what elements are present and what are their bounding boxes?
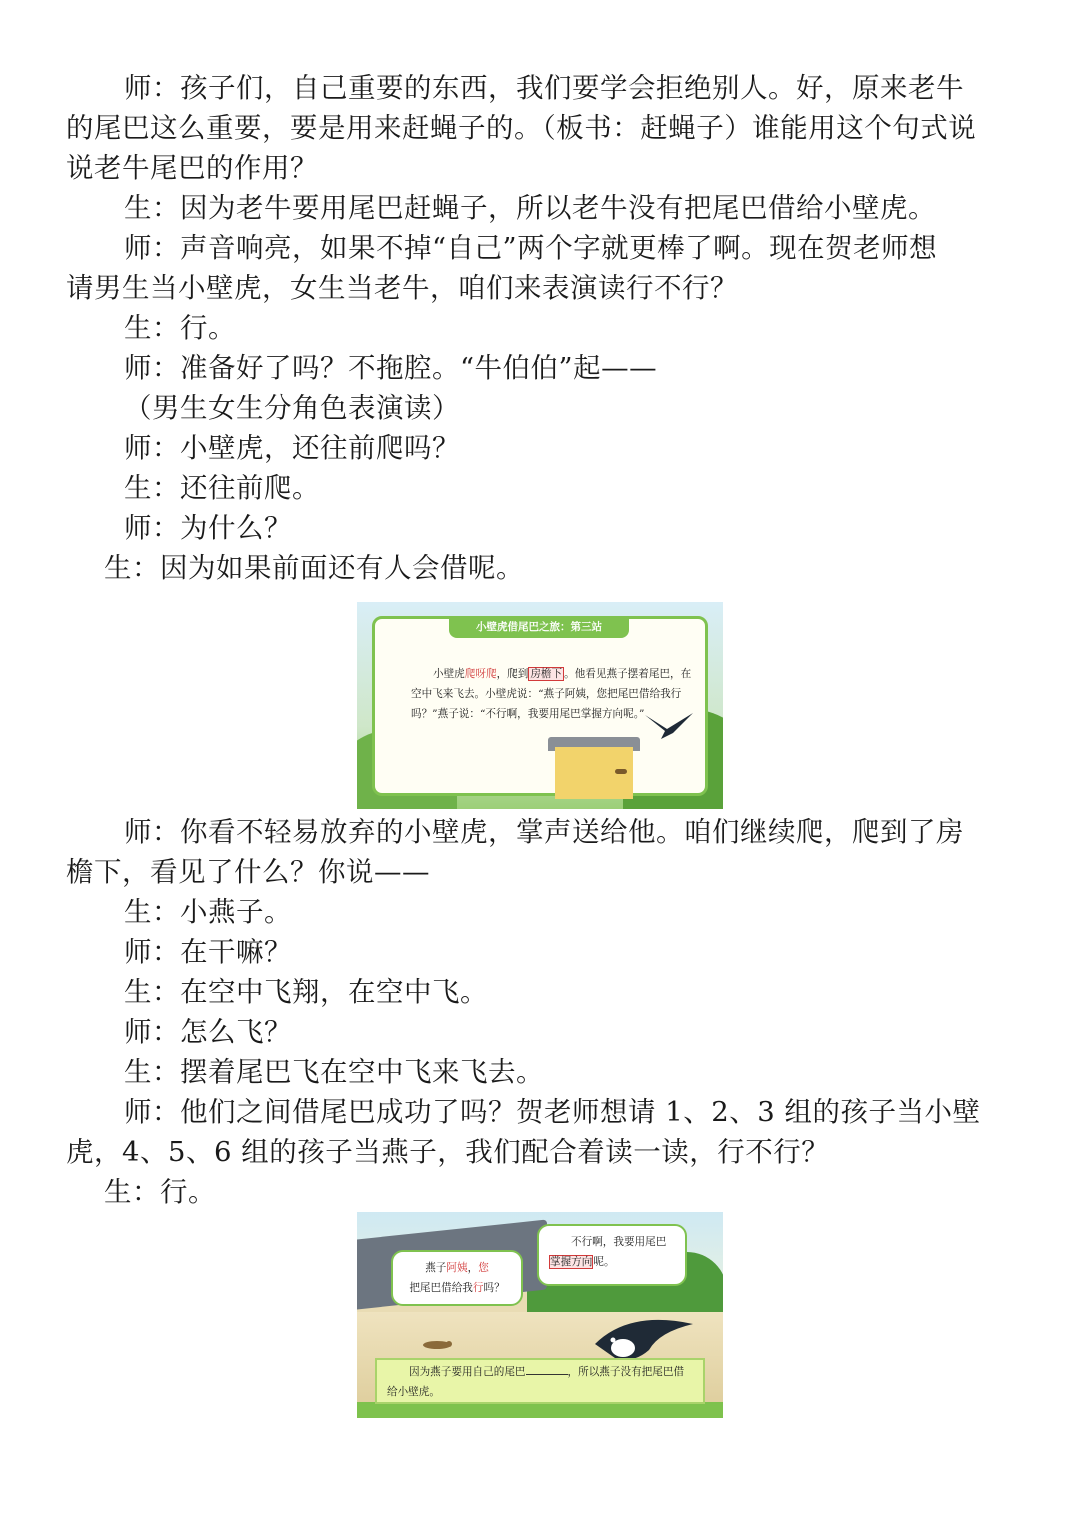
lesson-slide-swallow-dialogue bbox=[357, 1212, 723, 1418]
grass-decoration bbox=[357, 1402, 723, 1418]
fill-in-sentence-box bbox=[375, 1358, 705, 1404]
dialogue-line: 虎，4、5、6 组的孩子当燕子，我们配合着读一读，行不行？ bbox=[66, 1136, 830, 1168]
dialogue-line: 师：怎么飞？ bbox=[124, 1016, 292, 1048]
answer-blank[interactable] bbox=[526, 1363, 568, 1375]
dialogue-line: 生：摆着尾巴飞在空中飞来飞去。 bbox=[124, 1056, 544, 1088]
dialogue-line: 生：小燕子。 bbox=[124, 896, 292, 928]
dialogue-line: 请男生当小壁虎，女生当老牛，咱们来表演读行不行？ bbox=[66, 272, 738, 304]
dialogue-line: 生：在空中飞翔，在空中飞。 bbox=[124, 976, 488, 1008]
dialogue-line: 生：行。 bbox=[104, 1176, 216, 1208]
sentence-text: ，所以燕子没有把尾巴借给小壁虎。 bbox=[387, 1366, 685, 1398]
dialogue-line: 师：在干嘛？ bbox=[124, 936, 292, 968]
dialogue-line: 师：声音响亮，如果不掉“自己”两个字就更棒了啊。现在贺老师想 bbox=[124, 232, 938, 264]
sentence-text: 因为燕子要用自己的尾巴 bbox=[409, 1366, 526, 1378]
dialogue-line: 生：还往前爬。 bbox=[124, 472, 320, 504]
bubble-text: 把尾巴借给我 bbox=[409, 1282, 473, 1294]
dialogue-line: （男生女生分角色表演读） bbox=[124, 392, 460, 424]
gecko-icon bbox=[419, 1338, 455, 1352]
highlight-red-text: 您 bbox=[478, 1262, 489, 1274]
dialogue-line: 师：小壁虎，还往前爬吗？ bbox=[124, 432, 460, 464]
story-text: 小壁虎 bbox=[433, 668, 465, 680]
bubble-text: 不行啊，我要用尾巴 bbox=[571, 1236, 667, 1248]
bubble-text: 呢。 bbox=[593, 1256, 615, 1268]
bubble-text: ， bbox=[467, 1262, 479, 1274]
dialogue-line: 说老牛尾巴的作用？ bbox=[66, 152, 318, 184]
swallow-speech-bubble bbox=[537, 1224, 687, 1286]
highlight-boxed-text: 掌握方向 bbox=[550, 1256, 593, 1268]
dialogue-line: 师：你看不轻易放弃的小壁虎，掌声送给他。咱们继续爬，爬到了房 bbox=[124, 816, 964, 848]
bubble-text: 吗？ bbox=[483, 1282, 505, 1294]
highlight-red-text: 阿姨 bbox=[446, 1262, 468, 1274]
dialogue-line: 生：因为老牛要用尾巴赶蝇子，所以老牛没有把尾巴借给小壁虎。 bbox=[124, 192, 936, 224]
dialogue-line: 师：孩子们，自己重要的东西，我们要学会拒绝别人。好，原来老牛 bbox=[124, 72, 964, 104]
highlight-red-text: 行 bbox=[472, 1282, 484, 1294]
highlight-red-text: 爬呀爬 bbox=[464, 668, 497, 680]
dialogue-line: 师：准备好了吗？不拖腔。“牛伯伯”起—— bbox=[124, 352, 658, 384]
dialogue-line: 师：他们之间借尾巴成功了吗？贺老师想请 1、2、3 组的孩子当小壁 bbox=[124, 1096, 981, 1128]
story-text: ，爬到 bbox=[496, 668, 529, 680]
slide-card bbox=[372, 616, 708, 796]
dialogue-line: 生：因为如果前面还有人会借呢。 bbox=[104, 552, 524, 584]
highlight-boxed-text: 房檐下 bbox=[530, 668, 563, 680]
gecko-icon bbox=[615, 769, 627, 774]
bubble-text: 燕子 bbox=[425, 1262, 447, 1274]
dialogue-line: 的尾巴这么重要，要是用来赶蝇子的。（板书：赶蝇子）谁能用这个句式说 bbox=[66, 112, 977, 144]
slide-title: 小壁虎借尾巴之旅：第三站 bbox=[449, 616, 629, 638]
dialogue-line: 师：为什么？ bbox=[124, 512, 292, 544]
dialogue-line: 檐下，看见了什么？你说—— bbox=[66, 856, 430, 888]
dialogue-line: 生：行。 bbox=[124, 312, 236, 344]
lesson-slide-station-three bbox=[357, 602, 723, 809]
swallow-icon bbox=[589, 1304, 699, 1366]
gecko-speech-bubble bbox=[391, 1250, 523, 1306]
story-text: 。他看见燕子摆着尾巴，在空中飞来飞去。小壁虎说：“燕子阿姨，您把尾巴借给我行吗？”燕子说：“不行啊，我要用尾巴掌握方向呢。” bbox=[411, 668, 692, 720]
swallow-icon bbox=[643, 711, 695, 741]
